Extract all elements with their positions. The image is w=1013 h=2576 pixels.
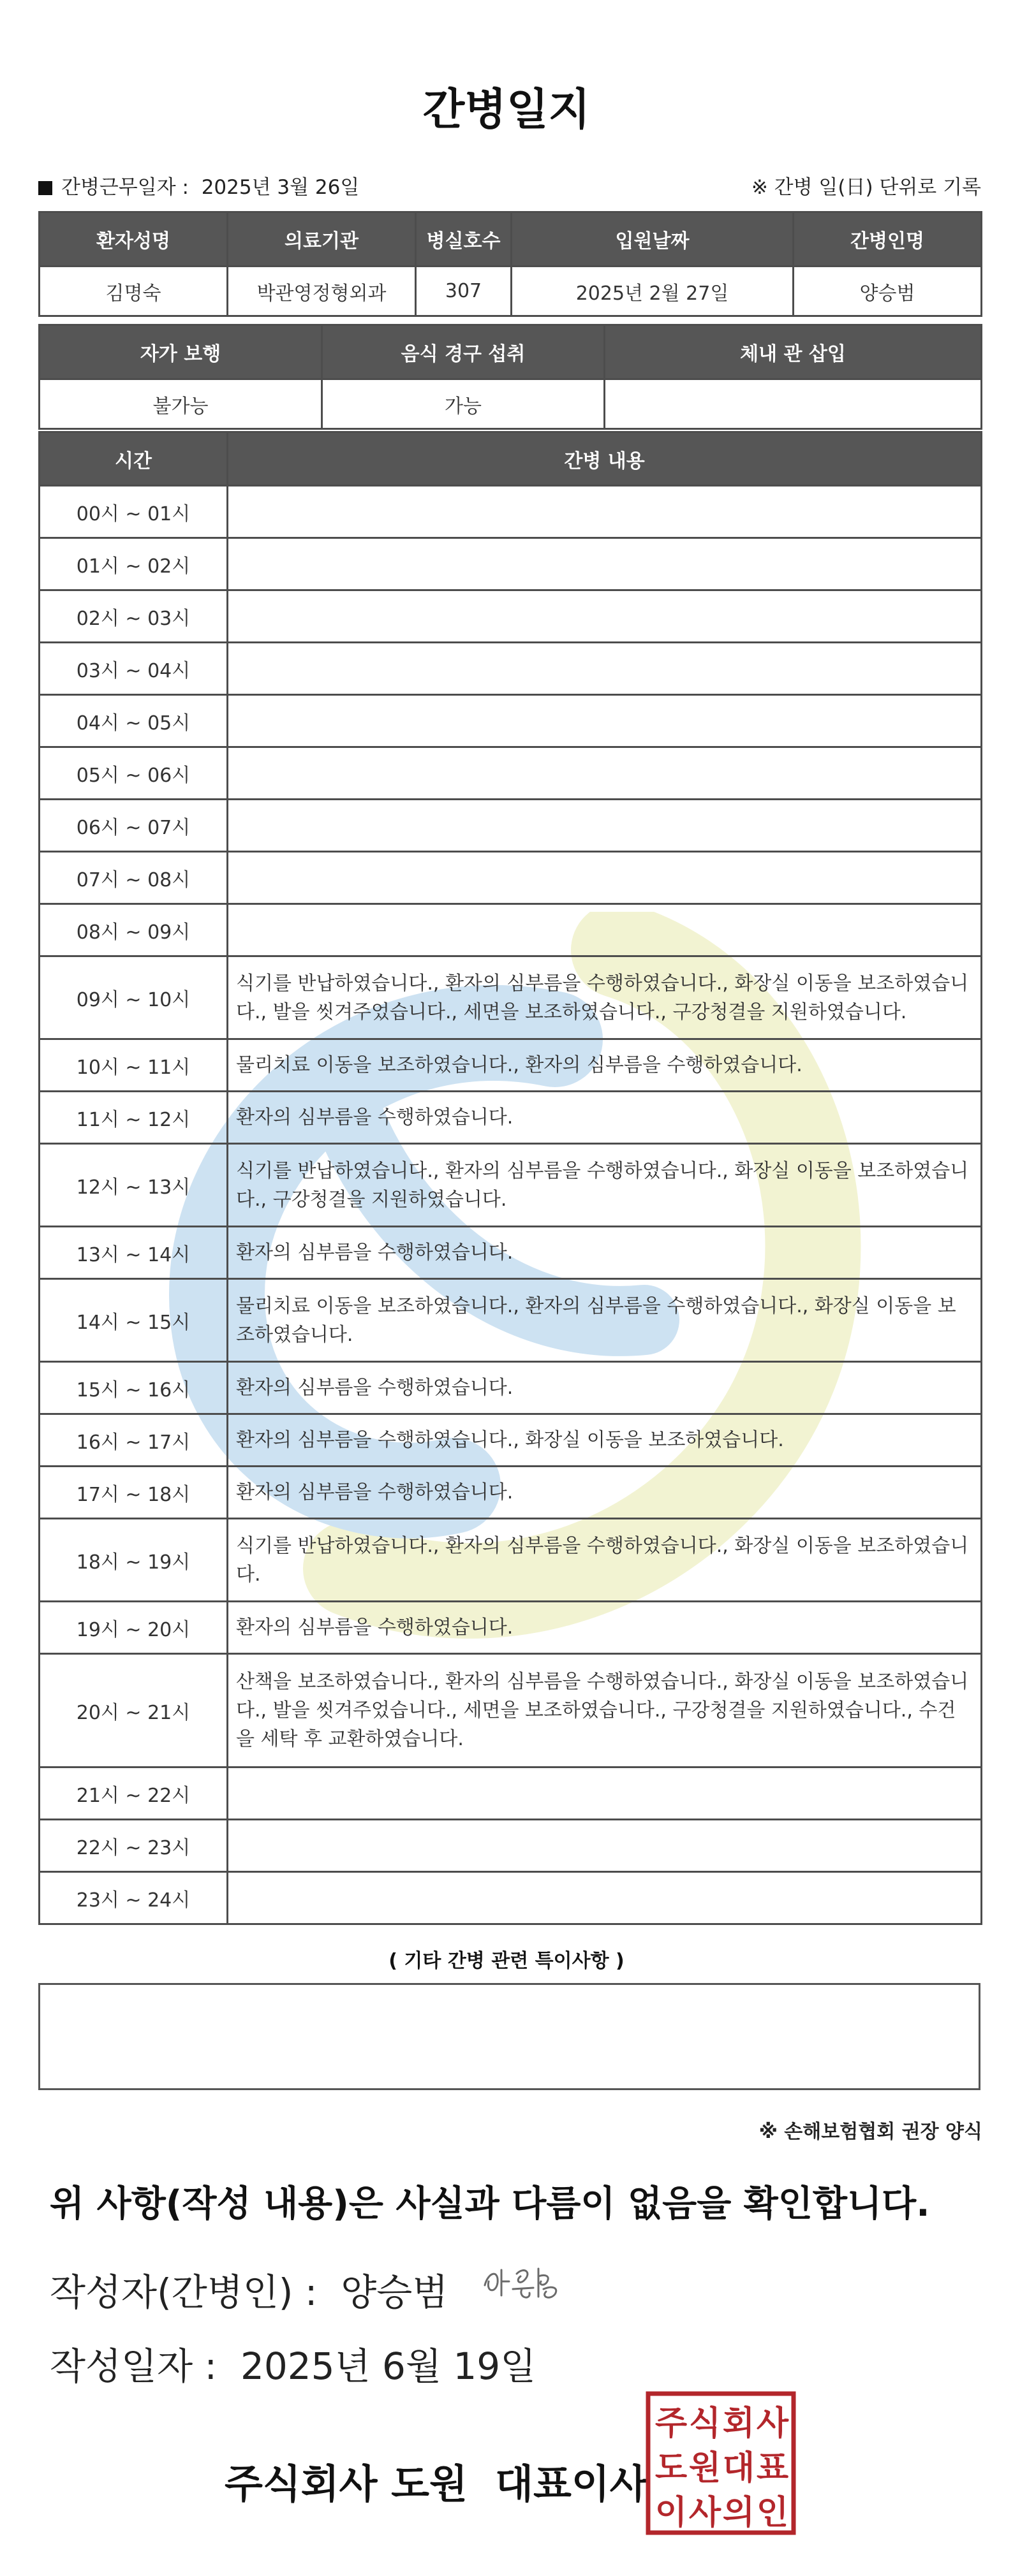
- self-walking-value: 불가능: [40, 379, 322, 429]
- seal-character: 사: [756, 2404, 789, 2443]
- log-time: 16시 ~ 17시: [40, 1414, 228, 1467]
- log-row: [40, 1227, 982, 1279]
- log-note: 식기를 반납하였습니다., 환자의 심부름을 수행하였습니다., 화장실 이동을 보조하였습니다., 발을 씻겨주었습니다., 세면을 보조하였습니다., 구강청결을 지원하였습니다.: [228, 956, 982, 1039]
- seal-character: 도: [654, 2449, 688, 2487]
- log-row: [40, 1092, 982, 1144]
- log-time: 09시 ~ 10시: [40, 956, 228, 1039]
- log-row: [40, 486, 982, 538]
- log-row: [40, 538, 982, 590]
- log-time: 17시 ~ 18시: [40, 1467, 228, 1519]
- log-row: [40, 1144, 982, 1227]
- log-time: 21시 ~ 22시: [40, 1767, 228, 1820]
- log-row: [40, 1362, 982, 1414]
- log-note: 환자의 심부름을 수행하였습니다.: [228, 1227, 982, 1279]
- log-note: [228, 1872, 982, 1924]
- log-row: [40, 643, 982, 695]
- written-date-line: [50, 2336, 536, 2390]
- log-note: [228, 1767, 982, 1820]
- seal-character: 의: [722, 2494, 755, 2532]
- log-time: 13시 ~ 14시: [40, 1227, 228, 1279]
- log-time: 15시 ~ 16시: [40, 1362, 228, 1414]
- patient-info-table: [38, 211, 982, 317]
- log-note: [228, 800, 982, 852]
- log-row: [40, 1039, 982, 1092]
- log-row: [40, 904, 982, 956]
- log-note: [228, 486, 982, 538]
- log-time: 18시 ~ 19시: [40, 1519, 228, 1602]
- caregiver-name: 양승범: [794, 267, 982, 316]
- writer-signature: [480, 2257, 563, 2308]
- log-time: 00시 ~ 01시: [40, 486, 228, 538]
- seal-character: 원: [688, 2449, 721, 2487]
- seal-character: 표: [756, 2449, 789, 2487]
- seal-character: 대: [722, 2449, 755, 2487]
- log-row: [40, 1279, 982, 1362]
- log-note: [228, 538, 982, 590]
- square-bullet-icon: [38, 181, 52, 195]
- work-date-label: 간병근무일자 :: [61, 176, 189, 199]
- written-date-label: 작성일자 :: [50, 2345, 218, 2388]
- header-time: 시간: [40, 432, 228, 486]
- log-time: 02시 ~ 03시: [40, 590, 228, 643]
- log-time: 04시 ~ 05시: [40, 695, 228, 747]
- seal-character: 회: [722, 2404, 755, 2443]
- log-note: 식기를 반납하였습니다., 환자의 심부름을 수행하였습니다., 화장실 이동을 보조하였습니다.: [228, 1519, 982, 1602]
- log-note: [228, 852, 982, 904]
- seal-character: 주: [654, 2404, 688, 2443]
- log-row: [40, 852, 982, 904]
- seal-character: 사: [688, 2494, 721, 2532]
- confirmation-statement: 위 사항(작성 내용)은 사실과 다름이 없음을 확인합니다.: [50, 2183, 930, 2225]
- log-note: 환자의 심부름을 수행하였습니다.: [228, 1467, 982, 1519]
- hospital-name: 박관영정형외과: [228, 267, 416, 316]
- log-time: 10시 ~ 11시: [40, 1039, 228, 1092]
- log-note: 환자의 심부름을 수행하였습니다., 화장실 이동을 보조하였습니다.: [228, 1414, 982, 1467]
- tube-insertion-value: [605, 379, 982, 429]
- log-note: 환자의 심부름을 수행하였습니다.: [228, 1602, 982, 1654]
- log-row: [40, 1767, 982, 1820]
- header-care-content: 간병 내용: [228, 432, 982, 486]
- log-note: [228, 1820, 982, 1872]
- log-time: 14시 ~ 15시: [40, 1279, 228, 1362]
- log-time: 23시 ~ 24시: [40, 1872, 228, 1924]
- log-time: 03시 ~ 04시: [40, 643, 228, 695]
- work-date-line: [38, 171, 359, 200]
- log-time: 19시 ~ 20시: [40, 1602, 228, 1654]
- log-note: [228, 695, 982, 747]
- log-note: [228, 904, 982, 956]
- admission-date: 2025년 2월 27일: [512, 267, 794, 316]
- header-self-walking: 자가 보행: [40, 325, 322, 379]
- log-time: 11시 ~ 12시: [40, 1092, 228, 1144]
- log-row: [40, 1602, 982, 1654]
- form-note: ※ 손해보험협회 권장 양식: [758, 2121, 982, 2143]
- log-row: [40, 695, 982, 747]
- oral-intake-value: 가능: [322, 379, 605, 429]
- remarks-title: ( 기타 간병 관련 특이사항 ): [388, 1950, 625, 1972]
- patient-name: 김명숙: [40, 267, 228, 316]
- header-room-number: 병실호수: [416, 212, 512, 267]
- log-time: 05시 ~ 06시: [40, 747, 228, 800]
- writer-line: [50, 2262, 448, 2316]
- header-patient-name: 환자성명: [40, 212, 228, 267]
- writer-name: 양승범: [341, 2271, 448, 2314]
- remarks-box: [38, 1983, 980, 2090]
- log-time: 06시 ~ 07시: [40, 800, 228, 852]
- log-row: [40, 1519, 982, 1602]
- log-row: [40, 1654, 982, 1767]
- unit-note: ※ 간병 일(日) 단위로 기록: [751, 176, 981, 199]
- seal-character: 이: [654, 2494, 688, 2532]
- log-note: 물리치료 이동을 보조하였습니다., 환자의 심부름을 수행하였습니다.: [228, 1039, 982, 1092]
- room-number: 307: [416, 267, 512, 316]
- log-row: [40, 956, 982, 1039]
- log-row: [40, 590, 982, 643]
- log-row: [40, 747, 982, 800]
- log-note: 환자의 심부름을 수행하였습니다.: [228, 1362, 982, 1414]
- log-row: [40, 1414, 982, 1467]
- patient-status-table: [38, 324, 982, 430]
- log-time: 01시 ~ 02시: [40, 538, 228, 590]
- header-caregiver-name: 간병인명: [794, 212, 982, 267]
- log-time: 20시 ~ 21시: [40, 1654, 228, 1767]
- log-note: 산책을 보조하였습니다., 환자의 심부름을 수행하였습니다., 화장실 이동을 보조하였습니다., 발을 씻겨주었습니다., 세면을 보조하였습니다., 구강청결을 지원하였습니다., 수건을 세탁 후 교환하였습니다.: [228, 1654, 982, 1767]
- company-representative: 주식회사 도원 대표이사: [225, 2461, 648, 2507]
- log-note: 물리치료 이동을 보조하였습니다., 환자의 심부름을 수행하였습니다., 화장실 이동을 보조하였습니다.: [228, 1279, 982, 1362]
- seal-character: 식: [688, 2404, 721, 2443]
- log-row: [40, 1872, 982, 1924]
- log-note: 식기를 반납하였습니다., 환자의 심부름을 수행하였습니다., 화장실 이동을 보조하였습니다., 구강청결을 지원하였습니다.: [228, 1144, 982, 1227]
- log-row: [40, 1467, 982, 1519]
- log-time: 07시 ~ 08시: [40, 852, 228, 904]
- seal-character: 인: [756, 2494, 789, 2532]
- company-seal: [644, 2390, 797, 2536]
- header-hospital: 의료기관: [228, 212, 416, 267]
- log-row: [40, 800, 982, 852]
- log-time: 12시 ~ 13시: [40, 1144, 228, 1227]
- writer-label: 작성자(간병인) :: [50, 2271, 318, 2314]
- log-note: [228, 590, 982, 643]
- work-date-value: 2025년 3월 26일: [201, 176, 360, 199]
- written-date-value: 2025년 6월 19일: [240, 2345, 536, 2388]
- log-time: 08시 ~ 09시: [40, 904, 228, 956]
- header-admission-date: 입원날짜: [512, 212, 794, 267]
- log-note: [228, 747, 982, 800]
- care-log-table: [38, 431, 982, 1925]
- header-tube-insertion: 체내 관 삽입: [605, 325, 982, 379]
- log-time: 22시 ~ 23시: [40, 1820, 228, 1872]
- header-oral-intake: 음식 경구 섭취: [322, 325, 605, 379]
- log-note: 환자의 심부름을 수행하였습니다.: [228, 1092, 982, 1144]
- page-title: 간병일지: [422, 85, 591, 135]
- log-row: [40, 1820, 982, 1872]
- log-note: [228, 643, 982, 695]
